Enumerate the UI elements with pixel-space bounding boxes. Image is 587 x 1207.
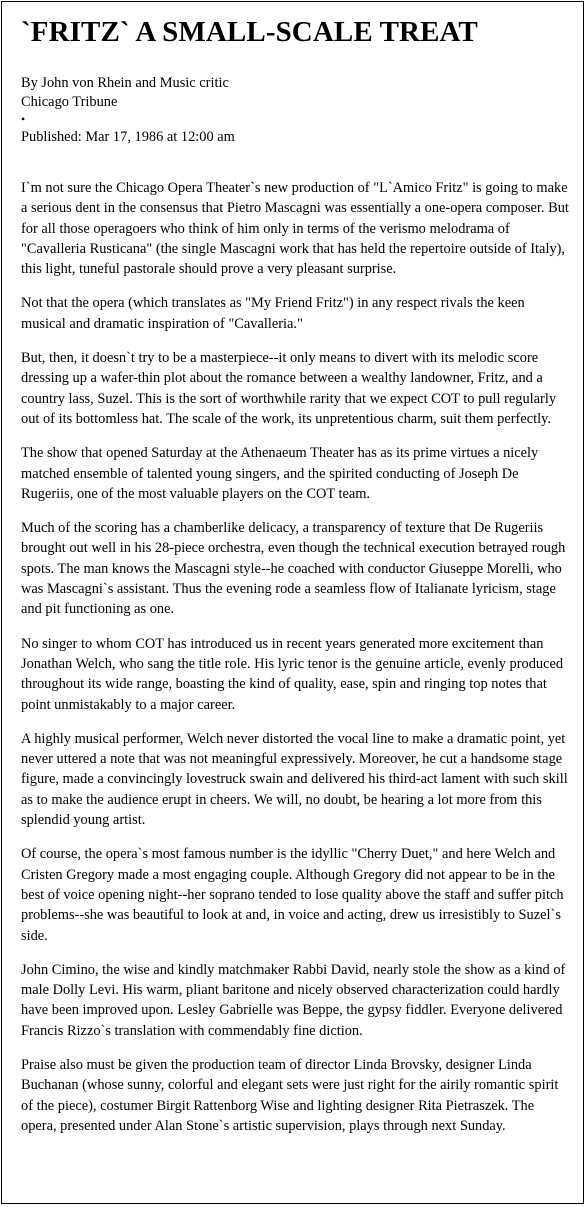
byline: By John von Rhein and Music critic: [21, 75, 229, 91]
article-paragraph: Of course, the opera`s most famous number is the idyllic "Cherry Duet," and here Welch and Cristen Gregory made a most engaging couple. Although Gregory did not appear to be in the best of voice opening night--her soprano tended to lose quality above the staff and suffer pitch problems--she was beautiful to look at and, in voice and acting, drew us irresistibly to Suzel`s side.: [21, 846, 564, 944]
article-paragraph: Not that the opera (which translates as "My Friend Fritz") in any respect rivals the keen musical and dramatic inspiration of "Cavalleria.": [21, 295, 525, 332]
article-paragraph: No singer to whom COT has introduced us in recent years generated more excitement than Jonathan Welch, who sang the title role. His lyric tenor is the genuine article, evenly produced throughout its wide range, boasting the kind of quality, ease, spin and ringing top notes that point unmistakably to a major career.: [21, 635, 564, 713]
article-meta: [21, 74, 571, 147]
article-headline: `FRITZ` A SMALL-SCALE TREAT: [21, 16, 478, 48]
article-paragraph: A highly musical performer, Welch never distorted the vocal line to make a dramatic point, yet never uttered a note that was not meaningful expressively. Moreover, he cut a handsome stage figure, made a convincingly lovestruck swain and delivered his third-act lament with such skill as to make the audience erupt in cheers. We will, no doubt, be hearing a lot more from this splendid young artist.: [21, 730, 568, 829]
publication-name: Chicago Tribune: [21, 94, 118, 110]
article-paragraph: But, then, it doesn`t try to be a masterpiece--it only means to divert with its melodic score dressing up a wafer-thin plot about the romance between a wealthy landowner, Fritz, and a country lass, Suzel. This is the sort of worthwhile rarity that we expect COT to pull regularly out of its bottomless hat. The scale of the work, its unpretentious charm, suit them perfectly.: [21, 350, 557, 427]
article-frame: [1, 1, 584, 1204]
article-content: [21, 2, 571, 1136]
article-paragraph: John Cimino, the wise and kindly matchmaker Rabbi David, nearly stole the show as a kind of male Dolly Levi. His warm, pliant baritone and nicely observed characterization could hardly have been improved upon. Lesley Gabrielle was Beppe, the gypsy fiddler. Everyone delivered Francis Rizzo`s translation with commendably fine diction.: [21, 961, 566, 1039]
bullet-separator: •: [21, 112, 26, 126]
article-paragraph: Much of the scoring has a chamberlike delicacy, a transparency of texture that De Rugeriis brought out well in his 28-piece orchestra, even though the technical execution betrayed rough spots. The man knows the Mascagni style--he coached with conductor Giuseppe Morelli, who was Mascagni`s assistant. Thus the evening rode a seamless flow of Italianate lyricism, stage and pit functioning as one.: [21, 520, 566, 618]
article-paragraph: The show that opened Saturday at the Athenaeum Theater has as its prime virtues a nicely matched ensemble of talented young singers, and the spirited conducting of Joseph De Rugeriis, one of the most valuable players on the COT team.: [21, 445, 539, 502]
article-body: [21, 178, 571, 1136]
article-paragraph: I`m not sure the Chicago Opera Theater`s new production of "L`Amico Fritz" is going to make a serious dent in the consensus that Pietro Mascagni was essentially a one-opera composer. But for all those operagoers who think of him only in terms of the verismo melodrama of "Cavalleria Rusticana" (the single Mascagni work that has held the repertoire outside of Italy), this light, tuneful pastorale should prove a very pleasant surprise.: [21, 180, 569, 278]
published-date: Published: Mar 17, 1986 at 12:00 am: [21, 129, 235, 145]
article-paragraph: Praise also must be given the production team of director Linda Brovsky, designer Linda Buchanan (whose sunny, colorful and elegant sets were just right for the airily romantic spirit of the piece), costumer Birgit Rattenborg Wise and lighting designer Rita Pietraszek. The opera, presented under Alan Stone`s artistic supervision, plays through next Sunday.: [21, 1056, 559, 1134]
